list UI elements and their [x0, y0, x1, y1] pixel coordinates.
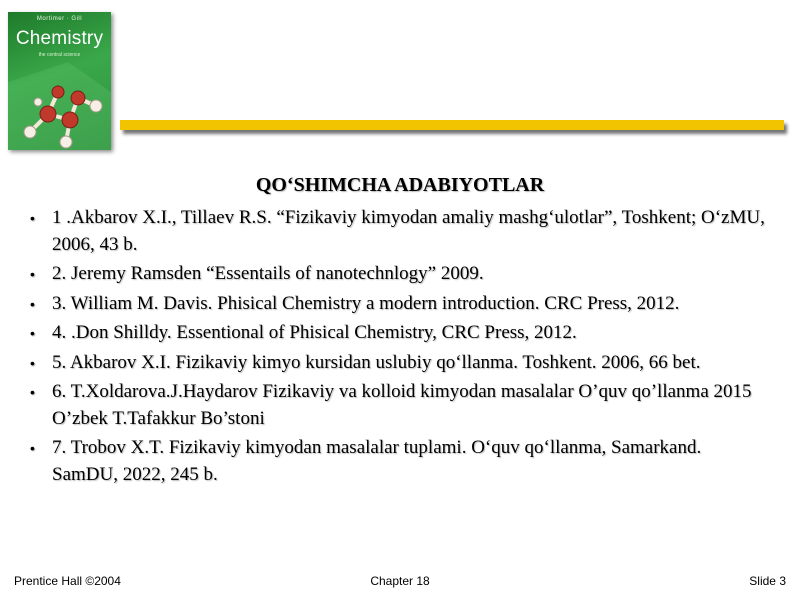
- slide-title: QO‘SHIMCHA ADABIYOTLAR: [255, 174, 545, 196]
- reference-item: [30, 205, 770, 258]
- reference-item: [30, 261, 770, 288]
- reference-text: 5. Akbarov X.I. Fizikaviy kimyo kursidan uslubiy qo‘llanma. Toshkent. 2006, 66 bet.: [52, 351, 701, 373]
- footer-chapter: Chapter 18: [370, 574, 430, 588]
- bullet-icon: •: [30, 266, 35, 282]
- reference-item: [30, 435, 770, 488]
- reference-item: [30, 379, 770, 432]
- bullet-icon: •: [30, 384, 35, 400]
- bullet-icon: •: [30, 325, 35, 341]
- reference-text: 1 .Akbarov X.I., Tillaev R.S. “Fizikaviy kimyodan amaliy mashg‘ulotlar”, Toshkent; O‘zMU, 2006, 43 b.: [52, 207, 765, 255]
- bullet-icon: •: [30, 440, 35, 456]
- bullet-icon: •: [30, 354, 35, 371]
- reference-text: 6. T.Xoldarova.J.Haydarov Fizikaviy va kolloid kimyodan masalalar O’quv qo’llanma 2015 O’zbek T.Tafakkur Bo’stoni: [52, 381, 752, 429]
- book-tagline-text: the central science: [38, 52, 81, 58]
- reference-text: 2. Jeremy Ramsden “Essentails of nanotechnlogy” 2009.: [52, 263, 484, 284]
- book-series-text: Mortimer · Gill: [36, 16, 83, 22]
- reference-item: [30, 291, 770, 318]
- molecule-illustration: [8, 62, 111, 150]
- textbook-cover-image: [8, 12, 111, 150]
- footer-slide-number: Slide 3: [749, 574, 786, 588]
- bullet-icon: •: [30, 295, 35, 312]
- reference-text: 7. Trobov X.T. Fizikaviy kimyodan masalalar tuplami. O‘quv qo‘llanma, Samarkand. SamDU, 2022, 245 b.: [52, 437, 702, 485]
- footer-publisher: Prentice Hall ©2004: [14, 574, 121, 588]
- reference-item: [30, 350, 770, 377]
- reference-text: 4. .Don Shilldy. Essentional of Phisical Chemistry, CRC Press, 2012.: [52, 322, 577, 343]
- reference-text: 3. William M. Davis. Phisical Chemistry a modern introduction. CRC Press, 2012.: [52, 292, 680, 314]
- title-banner-bar: [120, 120, 784, 130]
- references-list: [30, 205, 770, 491]
- reference-item: [30, 320, 770, 347]
- book-title-text: Chemistry: [15, 28, 104, 49]
- bullet-icon: •: [30, 210, 35, 226]
